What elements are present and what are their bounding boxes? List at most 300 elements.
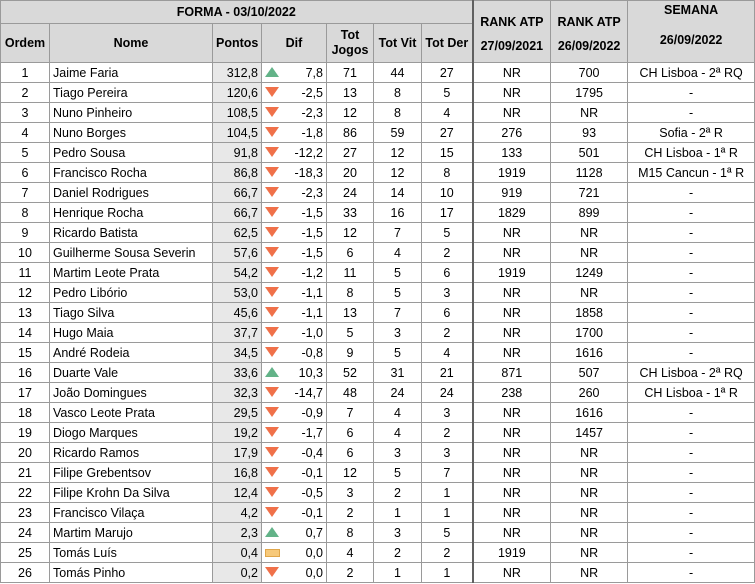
cell-semana: - <box>628 243 755 263</box>
arrow-down-icon <box>265 127 279 137</box>
arrow-down-icon <box>265 207 279 217</box>
cell-tot-jogos: 13 <box>327 303 374 323</box>
cell-ordem: 23 <box>1 503 50 523</box>
cell-rank-2022: NR <box>551 523 628 543</box>
header-ordem: Ordem <box>1 24 50 63</box>
header-dif: Dif <box>262 24 327 63</box>
cell-pontos: 37,7 <box>213 323 262 343</box>
cell-pontos: 29,5 <box>213 403 262 423</box>
cell-pontos: 4,2 <box>213 503 262 523</box>
cell-tot-der: 2 <box>422 423 473 443</box>
cell-nome: Tiago Pereira <box>50 83 213 103</box>
header-tot-jogos: Tot Jogos <box>327 24 374 63</box>
cell-rank-2022: NR <box>551 243 628 263</box>
cell-rank-2021: NR <box>473 423 551 443</box>
cell-nome: Martim Marujo <box>50 523 213 543</box>
cell-dif <box>262 523 327 543</box>
cell-dif <box>262 163 327 183</box>
dif-value: -0,1 <box>301 505 323 520</box>
cell-tot-vit: 2 <box>374 543 422 563</box>
cell-rank-2022: 1457 <box>551 423 628 443</box>
cell-ordem: 1 <box>1 63 50 83</box>
table-row <box>1 503 755 523</box>
cell-pontos: 120,6 <box>213 83 262 103</box>
cell-tot-vit: 24 <box>374 383 422 403</box>
table-row <box>1 403 755 423</box>
table-row <box>1 183 755 203</box>
cell-dif <box>262 403 327 423</box>
cell-rank-2021: NR <box>473 463 551 483</box>
cell-rank-2022: NR <box>551 103 628 123</box>
cell-ordem: 19 <box>1 423 50 443</box>
cell-tot-vit: 8 <box>374 83 422 103</box>
cell-ordem: 2 <box>1 83 50 103</box>
header-rank-2021 <box>473 1 551 63</box>
table-row <box>1 203 755 223</box>
header-rank-2021-date: 27/09/2021 <box>480 39 544 53</box>
cell-ordem: 11 <box>1 263 50 283</box>
arrow-down-icon <box>265 567 279 577</box>
cell-dif <box>262 243 327 263</box>
cell-nome: Tiago Silva <box>50 303 213 323</box>
cell-nome: Henrique Rocha <box>50 203 213 223</box>
cell-tot-jogos: 48 <box>327 383 374 403</box>
cell-semana: CH Lisboa - 2ª RQ <box>628 363 755 383</box>
cell-semana: Sofia - 2ª R <box>628 123 755 143</box>
arrow-down-icon <box>265 87 279 97</box>
table-row <box>1 63 755 83</box>
cell-rank-2021: NR <box>473 323 551 343</box>
cell-ordem: 10 <box>1 243 50 263</box>
cell-tot-vit: 4 <box>374 403 422 423</box>
cell-nome: Duarte Vale <box>50 363 213 383</box>
cell-tot-vit: 31 <box>374 363 422 383</box>
cell-semana: CH Lisboa - 2ª RQ <box>628 63 755 83</box>
cell-tot-der: 6 <box>422 263 473 283</box>
cell-tot-vit: 59 <box>374 123 422 143</box>
cell-tot-vit: 4 <box>374 423 422 443</box>
table-title: FORMA - 03/10/2022 <box>1 1 473 24</box>
cell-pontos: 54,2 <box>213 263 262 283</box>
cell-semana: - <box>628 543 755 563</box>
cell-tot-vit: 44 <box>374 63 422 83</box>
cell-tot-jogos: 2 <box>327 563 374 583</box>
cell-rank-2021: NR <box>473 483 551 503</box>
cell-rank-2022: 93 <box>551 123 628 143</box>
cell-semana: - <box>628 183 755 203</box>
dif-value: -1,0 <box>301 325 323 340</box>
cell-tot-der: 27 <box>422 63 473 83</box>
cell-tot-der: 10 <box>422 183 473 203</box>
cell-dif <box>262 263 327 283</box>
cell-semana: - <box>628 483 755 503</box>
cell-tot-jogos: 9 <box>327 343 374 363</box>
cell-pontos: 66,7 <box>213 203 262 223</box>
cell-tot-vit: 5 <box>374 283 422 303</box>
cell-dif <box>262 543 327 563</box>
arrow-down-icon <box>265 427 279 437</box>
cell-nome: Francisco Vilaça <box>50 503 213 523</box>
cell-pontos: 17,9 <box>213 443 262 463</box>
cell-rank-2021: NR <box>473 303 551 323</box>
table-row <box>1 543 755 563</box>
cell-tot-jogos: 12 <box>327 103 374 123</box>
dif-value: -1,1 <box>301 305 323 320</box>
header-rank-2022-label: RANK ATP <box>557 15 621 29</box>
cell-tot-der: 8 <box>422 163 473 183</box>
cell-nome: Tomás Luís <box>50 543 213 563</box>
table-row <box>1 103 755 123</box>
header-tot-der: Tot Der <box>422 24 473 63</box>
cell-rank-2021: 1919 <box>473 263 551 283</box>
arrow-down-icon <box>265 267 279 277</box>
cell-ordem: 8 <box>1 203 50 223</box>
dif-value: -0,9 <box>301 405 323 420</box>
cell-rank-2021: NR <box>473 63 551 83</box>
cell-tot-vit: 8 <box>374 103 422 123</box>
dif-value: -1,1 <box>301 285 323 300</box>
cell-tot-jogos: 2 <box>327 503 374 523</box>
cell-nome: Filipe Grebentsov <box>50 463 213 483</box>
cell-pontos: 108,5 <box>213 103 262 123</box>
cell-tot-der: 2 <box>422 243 473 263</box>
arrow-down-icon <box>265 487 279 497</box>
cell-tot-der: 5 <box>422 223 473 243</box>
cell-rank-2021: NR <box>473 283 551 303</box>
cell-tot-der: 4 <box>422 343 473 363</box>
dif-value: -14,7 <box>294 385 323 400</box>
cell-tot-der: 15 <box>422 143 473 163</box>
cell-dif <box>262 83 327 103</box>
dif-value: -0,4 <box>301 445 323 460</box>
header-semana-label: SEMANA <box>664 3 719 17</box>
cell-tot-jogos: 4 <box>327 543 374 563</box>
cell-tot-der: 2 <box>422 323 473 343</box>
cell-semana: - <box>628 563 755 583</box>
cell-rank-2021: NR <box>473 563 551 583</box>
cell-tot-der: 6 <box>422 303 473 323</box>
cell-nome: Tomás Pinho <box>50 563 213 583</box>
cell-tot-jogos: 27 <box>327 143 374 163</box>
arrow-up-icon <box>265 367 279 377</box>
dif-value: -0,8 <box>301 345 323 360</box>
cell-tot-der: 24 <box>422 383 473 403</box>
cell-semana: - <box>628 463 755 483</box>
table-row <box>1 523 755 543</box>
cell-pontos: 66,7 <box>213 183 262 203</box>
dif-value: 0,0 <box>305 565 323 580</box>
cell-tot-jogos: 12 <box>327 463 374 483</box>
cell-pontos: 0,2 <box>213 563 262 583</box>
cell-dif <box>262 323 327 343</box>
cell-tot-vit: 4 <box>374 243 422 263</box>
cell-rank-2021: 871 <box>473 363 551 383</box>
dif-value: -12,2 <box>294 145 323 160</box>
dif-value: -2,3 <box>301 185 323 200</box>
cell-rank-2022: 1249 <box>551 263 628 283</box>
cell-rank-2022: 1700 <box>551 323 628 343</box>
dif-value: 7,8 <box>305 65 323 80</box>
cell-dif <box>262 283 327 303</box>
dif-value: -18,3 <box>294 165 323 180</box>
dif-value: 0,0 <box>305 545 323 560</box>
cell-tot-der: 2 <box>422 543 473 563</box>
cell-semana: - <box>628 343 755 363</box>
arrow-up-icon <box>265 527 279 537</box>
cell-tot-vit: 12 <box>374 163 422 183</box>
cell-ordem: 17 <box>1 383 50 403</box>
cell-ordem: 24 <box>1 523 50 543</box>
cell-tot-jogos: 52 <box>327 363 374 383</box>
cell-tot-jogos: 86 <box>327 123 374 143</box>
cell-pontos: 33,6 <box>213 363 262 383</box>
cell-tot-vit: 3 <box>374 523 422 543</box>
cell-pontos: 0,4 <box>213 543 262 563</box>
table-header <box>1 1 755 63</box>
arrow-up-icon <box>265 67 279 77</box>
dif-value: -1,5 <box>301 245 323 260</box>
cell-dif <box>262 103 327 123</box>
cell-dif <box>262 503 327 523</box>
cell-ordem: 6 <box>1 163 50 183</box>
table-row <box>1 163 755 183</box>
cell-rank-2021: NR <box>473 83 551 103</box>
cell-pontos: 34,5 <box>213 343 262 363</box>
cell-tot-jogos: 20 <box>327 163 374 183</box>
cell-dif <box>262 343 327 363</box>
cell-nome: Ricardo Batista <box>50 223 213 243</box>
cell-rank-2021: NR <box>473 223 551 243</box>
cell-semana: CH Lisboa - 1ª R <box>628 143 755 163</box>
cell-rank-2021: NR <box>473 343 551 363</box>
cell-rank-2021: NR <box>473 443 551 463</box>
cell-tot-jogos: 24 <box>327 183 374 203</box>
cell-tot-vit: 5 <box>374 263 422 283</box>
cell-tot-jogos: 12 <box>327 223 374 243</box>
arrow-down-icon <box>265 467 279 477</box>
cell-tot-der: 5 <box>422 523 473 543</box>
cell-nome: Filipe Krohn Da Silva <box>50 483 213 503</box>
cell-tot-jogos: 13 <box>327 83 374 103</box>
arrow-down-icon <box>265 187 279 197</box>
cell-dif <box>262 563 327 583</box>
table-row <box>1 143 755 163</box>
cell-tot-jogos: 33 <box>327 203 374 223</box>
cell-rank-2022: NR <box>551 543 628 563</box>
cell-rank-2021: NR <box>473 103 551 123</box>
flat-bar-icon <box>265 549 280 557</box>
cell-rank-2022: NR <box>551 283 628 303</box>
cell-tot-vit: 3 <box>374 323 422 343</box>
cell-tot-vit: 7 <box>374 223 422 243</box>
cell-rank-2022: NR <box>551 503 628 523</box>
cell-rank-2022: 507 <box>551 363 628 383</box>
table-row <box>1 343 755 363</box>
dif-value: -0,5 <box>301 485 323 500</box>
cell-tot-der: 17 <box>422 203 473 223</box>
cell-tot-jogos: 8 <box>327 283 374 303</box>
cell-tot-der: 3 <box>422 443 473 463</box>
table-row <box>1 383 755 403</box>
cell-rank-2022: 700 <box>551 63 628 83</box>
dif-value: -1,5 <box>301 225 323 240</box>
cell-rank-2022: 501 <box>551 143 628 163</box>
arrow-down-icon <box>265 247 279 257</box>
cell-rank-2022: 721 <box>551 183 628 203</box>
cell-nome: Francisco Rocha <box>50 163 213 183</box>
arrow-down-icon <box>265 407 279 417</box>
table-row <box>1 223 755 243</box>
table-row <box>1 83 755 103</box>
cell-tot-vit: 2 <box>374 483 422 503</box>
arrow-down-icon <box>265 347 279 357</box>
cell-nome: João Domingues <box>50 383 213 403</box>
cell-dif <box>262 183 327 203</box>
cell-dif <box>262 483 327 503</box>
table-body <box>1 63 755 583</box>
cell-dif <box>262 203 327 223</box>
cell-pontos: 86,8 <box>213 163 262 183</box>
cell-tot-vit: 5 <box>374 343 422 363</box>
cell-tot-der: 27 <box>422 123 473 143</box>
cell-tot-jogos: 3 <box>327 483 374 503</box>
cell-pontos: 104,5 <box>213 123 262 143</box>
cell-rank-2021: NR <box>473 523 551 543</box>
cell-rank-2021: 238 <box>473 383 551 403</box>
cell-semana: - <box>628 403 755 423</box>
cell-tot-jogos: 8 <box>327 523 374 543</box>
table-row <box>1 363 755 383</box>
cell-pontos: 32,3 <box>213 383 262 403</box>
header-pontos: Pontos <box>213 24 262 63</box>
table-row <box>1 323 755 343</box>
cell-rank-2021: 1919 <box>473 543 551 563</box>
arrow-down-icon <box>265 507 279 517</box>
cell-tot-jogos: 5 <box>327 323 374 343</box>
cell-tot-vit: 1 <box>374 503 422 523</box>
cell-ordem: 3 <box>1 103 50 123</box>
cell-ordem: 16 <box>1 363 50 383</box>
cell-rank-2022: 260 <box>551 383 628 403</box>
dif-value: -2,3 <box>301 105 323 120</box>
cell-ordem: 13 <box>1 303 50 323</box>
cell-dif <box>262 143 327 163</box>
arrow-down-icon <box>265 167 279 177</box>
cell-ordem: 15 <box>1 343 50 363</box>
header-rank-2021-label: RANK ATP <box>480 15 544 29</box>
cell-rank-2022: NR <box>551 483 628 503</box>
dif-value: -1,2 <box>301 265 323 280</box>
cell-rank-2022: 1616 <box>551 403 628 423</box>
cell-rank-2022: 1795 <box>551 83 628 103</box>
cell-nome: Martim Leote Prata <box>50 263 213 283</box>
cell-pontos: 12,4 <box>213 483 262 503</box>
cell-dif <box>262 423 327 443</box>
cell-tot-der: 3 <box>422 403 473 423</box>
cell-rank-2022: NR <box>551 223 628 243</box>
cell-rank-2021: NR <box>473 243 551 263</box>
cell-tot-jogos: 6 <box>327 243 374 263</box>
cell-rank-2022: 899 <box>551 203 628 223</box>
table-row <box>1 483 755 503</box>
cell-tot-der: 1 <box>422 563 473 583</box>
arrow-down-icon <box>265 327 279 337</box>
cell-nome: Hugo Maia <box>50 323 213 343</box>
cell-dif <box>262 303 327 323</box>
cell-rank-2022: NR <box>551 443 628 463</box>
cell-tot-der: 4 <box>422 103 473 123</box>
dif-value: -0,1 <box>301 465 323 480</box>
cell-pontos: 57,6 <box>213 243 262 263</box>
cell-rank-2022: 1128 <box>551 163 628 183</box>
table-row <box>1 243 755 263</box>
cell-tot-jogos: 6 <box>327 443 374 463</box>
table-row <box>1 443 755 463</box>
cell-rank-2022: NR <box>551 563 628 583</box>
cell-nome: Daniel Rodrigues <box>50 183 213 203</box>
cell-dif <box>262 63 327 83</box>
cell-ordem: 5 <box>1 143 50 163</box>
cell-semana: - <box>628 283 755 303</box>
cell-nome: Diogo Marques <box>50 423 213 443</box>
arrow-down-icon <box>265 307 279 317</box>
cell-nome: Nuno Borges <box>50 123 213 143</box>
arrow-down-icon <box>265 447 279 457</box>
cell-dif <box>262 223 327 243</box>
arrow-down-icon <box>265 107 279 117</box>
cell-ordem: 4 <box>1 123 50 143</box>
header-semana-date: 26/09/2022 <box>659 33 723 47</box>
dif-value: 0,7 <box>305 525 323 540</box>
cell-semana: - <box>628 103 755 123</box>
table-row <box>1 563 755 583</box>
cell-nome: Pedro Libório <box>50 283 213 303</box>
cell-tot-jogos: 6 <box>327 423 374 443</box>
cell-rank-2021: 133 <box>473 143 551 163</box>
cell-tot-vit: 12 <box>374 143 422 163</box>
cell-tot-der: 21 <box>422 363 473 383</box>
header-rank-2022-date: 26/09/2022 <box>557 39 621 53</box>
cell-semana: - <box>628 443 755 463</box>
table-row <box>1 123 755 143</box>
cell-semana: - <box>628 263 755 283</box>
cell-pontos: 312,8 <box>213 63 262 83</box>
cell-rank-2022: 1858 <box>551 303 628 323</box>
dif-value: -1,7 <box>301 425 323 440</box>
header-tot-vit: Tot Vit <box>374 24 422 63</box>
cell-tot-jogos: 7 <box>327 403 374 423</box>
cell-ordem: 25 <box>1 543 50 563</box>
cell-ordem: 14 <box>1 323 50 343</box>
cell-semana: CH Lisboa - 1ª R <box>628 383 755 403</box>
cell-dif <box>262 443 327 463</box>
cell-semana: M15 Cancun - 1ª R <box>628 163 755 183</box>
cell-dif <box>262 123 327 143</box>
table-row <box>1 303 755 323</box>
cell-nome: Vasco Leote Prata <box>50 403 213 423</box>
header-semana <box>628 1 755 63</box>
arrow-down-icon <box>265 147 279 157</box>
cell-pontos: 16,8 <box>213 463 262 483</box>
cell-tot-vit: 1 <box>374 563 422 583</box>
arrow-down-icon <box>265 227 279 237</box>
cell-tot-jogos: 71 <box>327 63 374 83</box>
cell-semana: - <box>628 303 755 323</box>
cell-rank-2021: 1919 <box>473 163 551 183</box>
cell-tot-der: 1 <box>422 483 473 503</box>
cell-rank-2021: 919 <box>473 183 551 203</box>
cell-ordem: 7 <box>1 183 50 203</box>
